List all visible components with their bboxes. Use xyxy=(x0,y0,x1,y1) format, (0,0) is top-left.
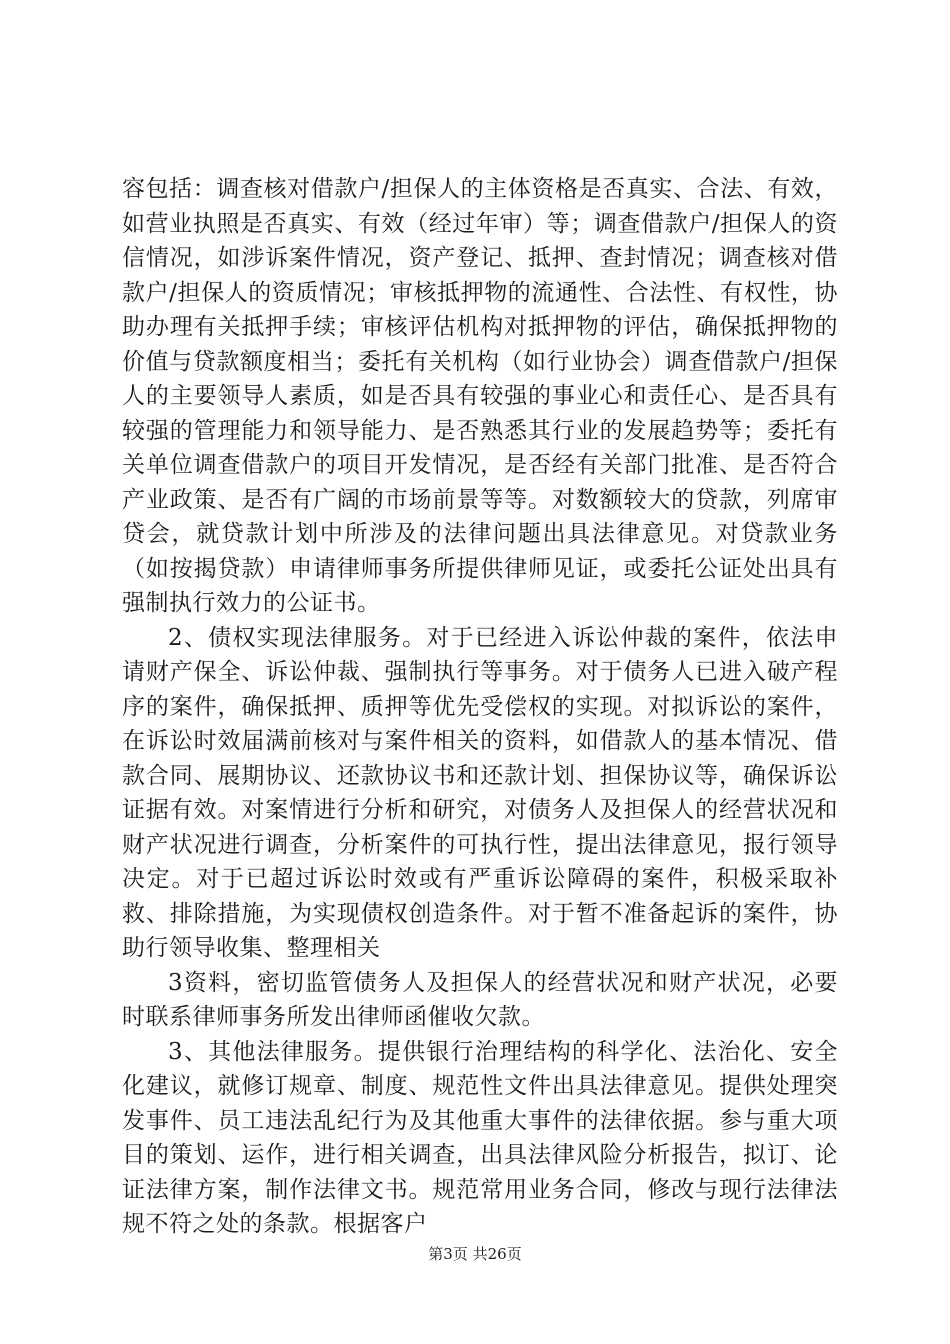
page-footer xyxy=(0,1243,950,1264)
paragraph-debt-realization: 2、债权实现法律服务。对于已经进入诉讼仲裁的案件，依法申请财产保全、诉讼仲裁、强制执行等事务。对于债务人已进入破产程序的案件，确保抵押、质押等优先受偿权的实现。对拟诉讼的案件，在诉讼时效届满前核对与案件相关的资料，如借款人的基本情况、借款合同、展期协议、还款协议书和还款计划、担保协议等，确保诉讼证据有效。对案情进行分析和研究，对债务人及担保人的经营状况和财产状况进行调查，分析案件的可执行性，提出法律意见，报行领导决定。对于已超过诉讼时效或有严重诉讼障碍的案件，积极采取补救、排除措施，为实现债权创造条件。对于暂不准备起诉的案件，协助行领导收集、整理相关 xyxy=(122,624,838,961)
document-body xyxy=(122,172,838,1242)
paragraph-materials: 3资料，密切监管债务人及担保人的经营状况和财产状况，必要时联系律师事务所发出律师函催收欠款。 xyxy=(122,969,838,1030)
page-number-label: 第3页 共26页 xyxy=(428,1245,522,1263)
paragraph-continuation: 容包括：调查核对借款户/担保人的主体资格是否真实、合法、有效，如营业执照是否真实、有效（经过年审）等；调查借款户/担保人的资信情况，如涉诉案件情况，资产登记、抵押、查封情况；调查核对借款户/担保人的资质情况；审核抵押物的流通性、合法性、有权性，协助办理有关抵押手续；审核评估机构对抵押物的评估，确保抵押物的价值与贷款额度相当；委托有关机构（如行业协会）调查借款户/担保人的主要领导人素质，如是否具有较强的事业心和责任心、是否具有较强的管理能力和领导能力、是否熟悉其行业的发展趋势等；委托有关单位调查借款户的项目开发情况，是否经有关部门批准、是否符合产业政策、是否有广阔的市场前景等等。对数额较大的贷款，列席审贷会，就贷款计划中所涉及的法律问题出具法律意见。对贷款业务（如按揭贷款）申请律师事务所提供律师见证，或委托公证处出具有强制执行效力的公证书。 xyxy=(122,176,838,616)
paragraph-other-services: 3、其他法律服务。提供银行治理结构的科学化、法治化、安全化建议，就修订规章、制度、规范性文件出具法律意见。提供处理突发事件、员工违法乱纪行为及其他重大事件的法律依据。参与重大项目的策划、运作，进行相关调查，出具法律风险分析报告，拟订、论证法律方案，制作法律文书。规范常用业务合同，修改与现行法律法规不符之处的条款。根据客户 xyxy=(122,1038,838,1237)
